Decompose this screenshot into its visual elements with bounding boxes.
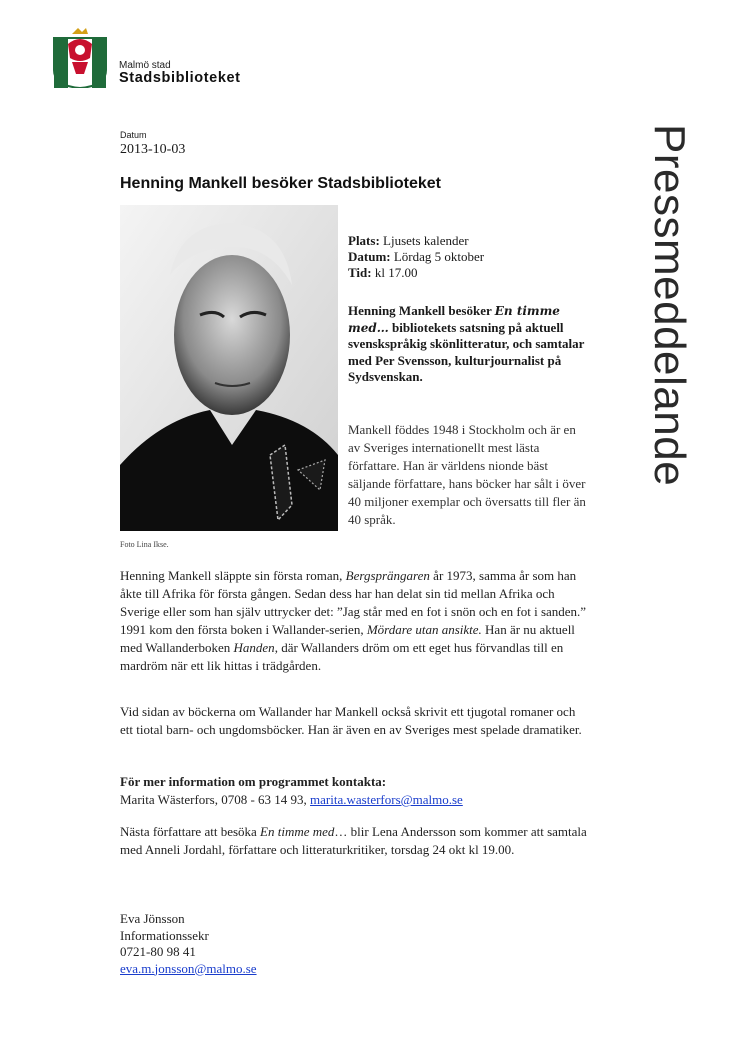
date-value: 2013-10-03 [120,142,186,157]
vertical-title-text: Pressmeddelande [645,124,694,487]
signature-name: Eva Jönsson [120,911,185,926]
vertical-title [645,124,696,564]
author-photo [120,205,338,531]
signature [120,911,257,977]
malmo-coat-of-arms-logo [52,28,108,88]
contact-heading: För mer information om programmet kontakta: [120,774,387,789]
signature-title: Informationssekr [120,927,209,943]
headline: Henning Mankell besöker Stadsbiblioteket [120,175,441,192]
next-author-paragraph: Nästa författare att besöka En timme med… blir Lena Andersson som kommer att samtala med Anneli Jordahl, författare och litteraturkritiker, torsdag 24 okt kl 19.00. [120,824,587,857]
event-info [348,233,588,281]
body-paragraph-2: Vid sidan av böckerna om Wallander har Mankell också skrivit ett tjugotal romaner och ett tiotal barn- och ungdomsböcker. Han är även en av Sveriges mest spelade dramatiker. [120,704,582,737]
contact-text: Marita Wästerfors, 0708 - 63 14 93, [120,792,311,807]
info-date: Datum: Lördag 5 oktober [348,249,485,264]
info-time: Tid: kl 17.00 [348,265,418,280]
contact-email-link[interactable]: marita.wasterfors@malmo.se [310,792,463,807]
org-name: Stadsbiblioteket [119,70,241,86]
series-title: En timme med… [348,304,560,335]
lead-paragraph: Henning Mankell besöker En timme med… bibliotekets satsning på aktuell svenskspråkig skönlitteratur, och samtalar med Per Svensson, kulturjournalist på Sydsvenskan. [348,303,585,384]
signature-phone: 0721-80 98 41 [120,944,196,959]
body-paragraph-1: Henning Mankell släppte sin första roman, Bergsprängaren år 1973, samma år som han åkte till Afrika för första gången. Sedan dess har han delat sin tid mellan Afrika och Sverige eller som han själv uttrycker det: ”Jag står med en fot i snön och en fot i sanden.” 1991 kom den första boken i Wallander-serien, Mördare utan ansikte. Han är nu aktuell med Wallanderboken Handen, där Wallanders dröm om ett eget hus förvandlas till en mardröm när ett lik hittas i trädgården. [120,568,587,673]
signature-email-link[interactable]: eva.m.jonsson@malmo.se [120,960,257,976]
photo-caption: Foto Lina Ikse. [120,540,169,549]
bio-paragraph: Mankell föddes 1948 i Stockholm och är en av Sveriges internationellt mest lästa författare. Han är världens nionde bäst säljande författare, hans böcker har sålt i över 40 miljoner exemplar och översatts till fler än 40 språk. [348,422,586,527]
org-subtitle: Malmö stad [119,60,171,71]
info-place: Plats: Ljusets kalender [348,233,469,248]
contact-block [120,773,590,809]
date-label: Datum [120,130,147,140]
